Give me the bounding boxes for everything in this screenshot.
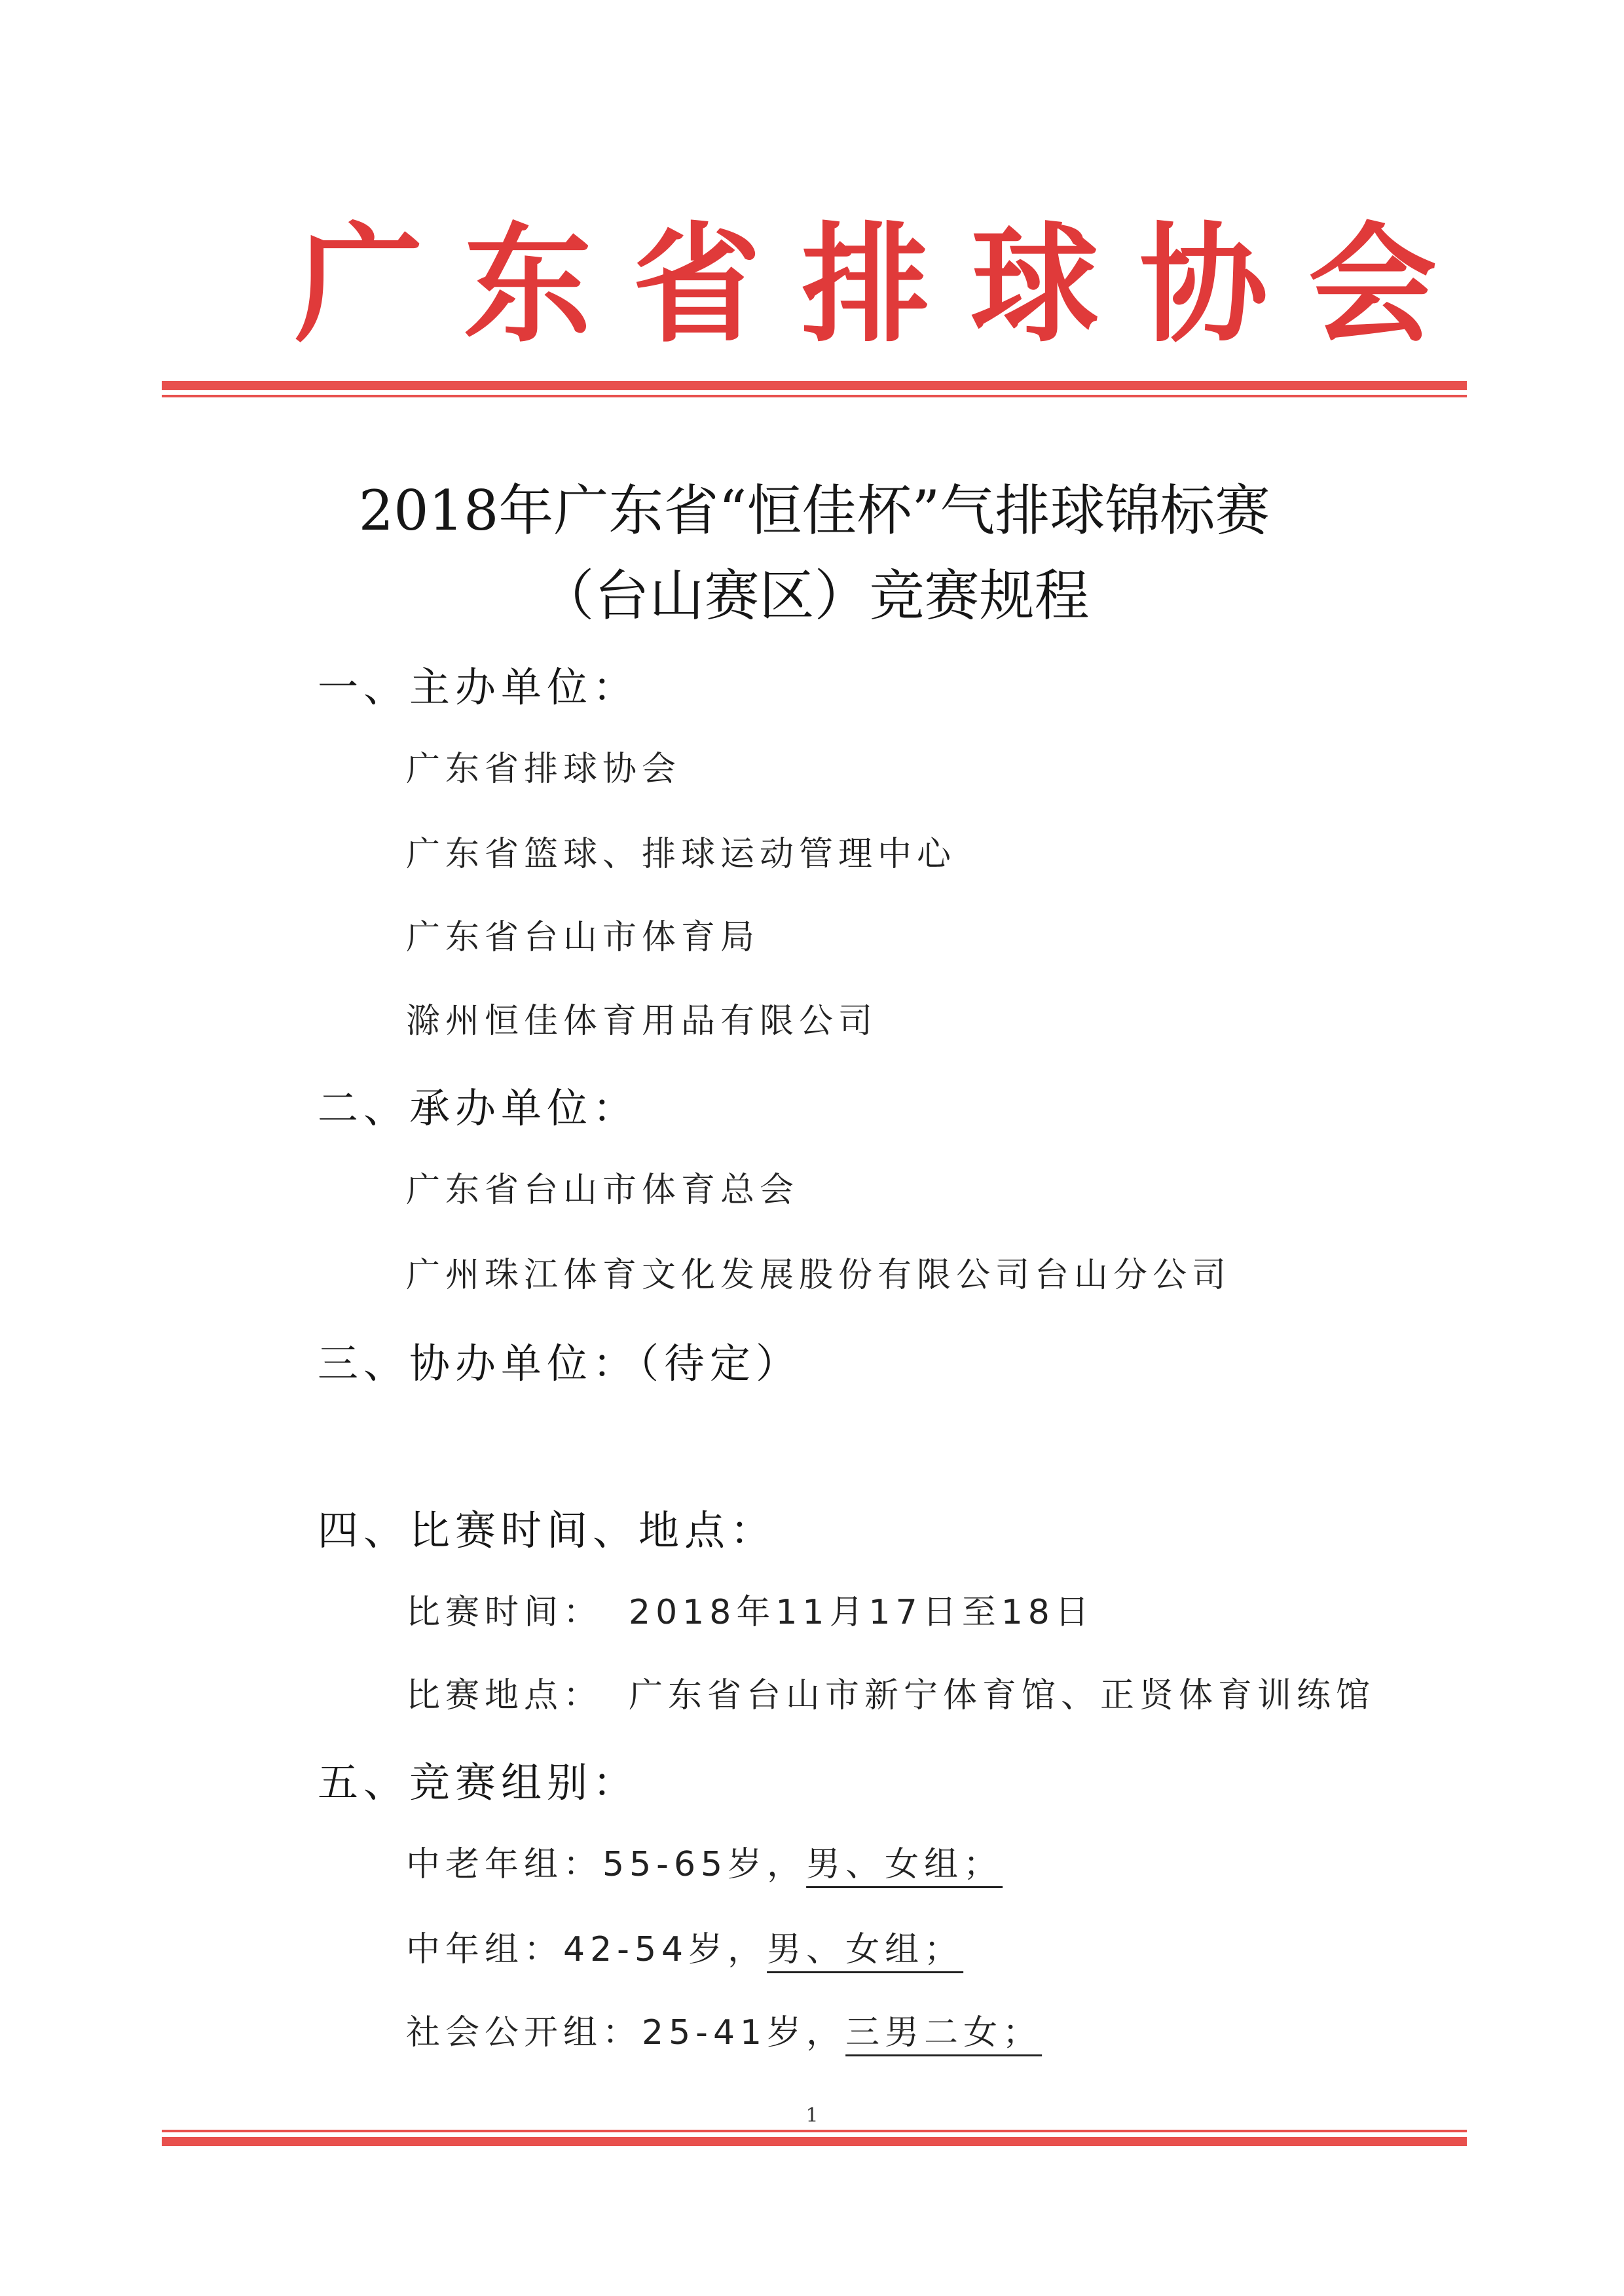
match-place-line (406, 1669, 1375, 1722)
host-item: 广东省台山市体育总会 (406, 1171, 800, 1210)
organizer-item: 广东省台山市体育局 (406, 918, 760, 957)
match-place-value: 广东省台山市新宁体育馆、正贤体育训练馆 (629, 1676, 1376, 1715)
document-title-line-2: （台山赛区）竞赛规程 (539, 564, 1090, 628)
organizer-item: 滁州恒佳体育用品有限公司 (406, 1002, 878, 1041)
group-gender: 三男二女； (845, 2013, 1043, 2052)
group-age: 42-54岁， (563, 1930, 767, 1969)
section-heading-time-place: 四、比赛时间、地点： (318, 1506, 777, 1554)
letterhead-rule-thin (162, 395, 1467, 397)
footer-rule-thin (162, 2130, 1467, 2132)
group-gender: 男、女组； (806, 1845, 1003, 1884)
page-number: 1 (805, 2104, 819, 2127)
group-age: 25-41岁， (642, 2013, 846, 2052)
organizer-item: 广东省篮球、排球运动管理中心 (406, 835, 957, 874)
section-heading-groups: 五、竞赛组别： (318, 1758, 639, 1806)
match-time-line (406, 1586, 1094, 1639)
section-heading-co-organizers: 三、协办单位：（待定） (318, 1339, 802, 1387)
match-time-value: 2018年11月17日至18日 (629, 1593, 1094, 1632)
host-item: 广州珠江体育文化发展股份有限公司台山分公司 (406, 1256, 1232, 1295)
section-heading-hosts: 二、承办单位： (318, 1084, 639, 1132)
org-letterhead-title: 广东省排球协会 (295, 210, 1478, 360)
group-gender: 男、女组； (767, 1930, 964, 1969)
footer-rule-thick (162, 2137, 1467, 2146)
group-line (406, 1923, 989, 1976)
organizer-item: 广东省排球协会 (406, 750, 682, 789)
group-name: 中老年组： (406, 1845, 603, 1884)
section-heading-organizers: 一、主办单位： (318, 663, 639, 711)
letterhead-rule-thick (162, 381, 1467, 390)
group-name: 中年组： (406, 1930, 564, 1969)
match-place-label: 比赛地点： (406, 1676, 603, 1715)
match-time-label: 比赛时间： (406, 1593, 603, 1632)
document-title-line-1: 2018年广东省“恒佳杯”气排球锦标赛 (358, 479, 1270, 543)
group-line (406, 1838, 1029, 1891)
group-age: 55-65岁， (602, 1845, 807, 1884)
group-name: 社会公开组： (406, 2013, 642, 2052)
group-line (406, 2007, 1068, 2059)
